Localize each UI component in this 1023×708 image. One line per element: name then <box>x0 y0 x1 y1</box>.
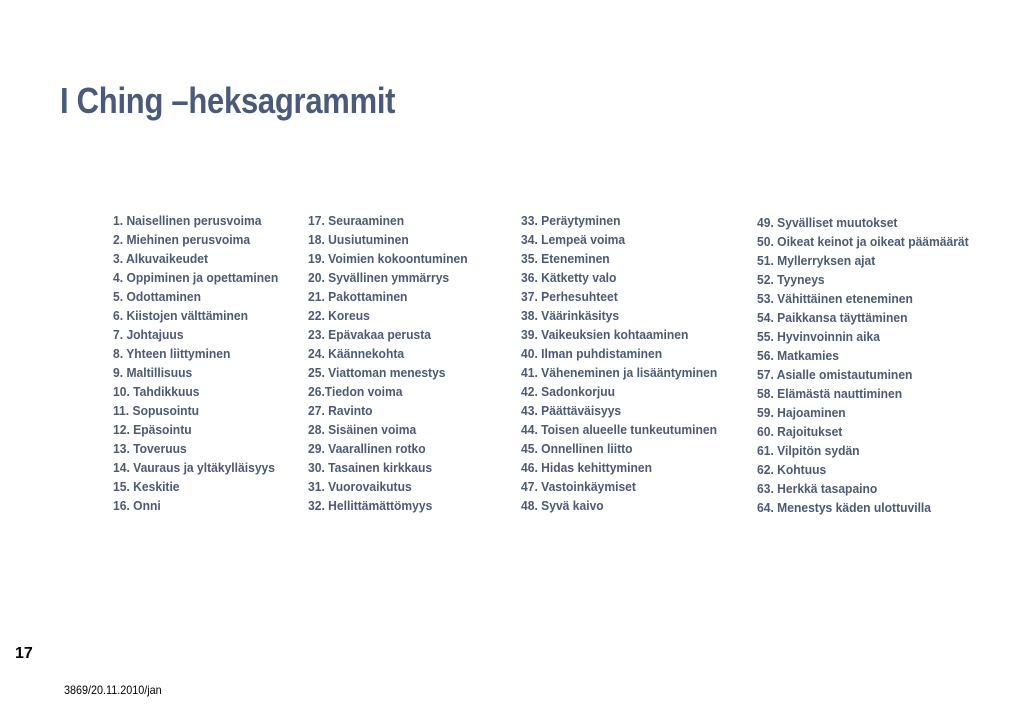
hexagram-item: 15. Keskitie <box>113 479 180 494</box>
hexagram-item: 58. Elämästä nauttiminen <box>757 386 903 401</box>
hexagram-item: 23. Epävakaa perusta <box>308 327 431 342</box>
hexagram-item: 46. Hidas kehittyminen <box>521 460 653 475</box>
hexagram-item: 29. Vaarallinen rotko <box>308 441 426 456</box>
hexagram-item: 64. Menestys käden ulottuvilla <box>757 500 932 515</box>
hexagram-item: 1. Naisellinen perusvoima <box>113 213 262 228</box>
hexagram-item: 10. Tahdikkuus <box>113 384 200 399</box>
hexagram-item: 60. Rajoitukset <box>757 424 843 439</box>
hexagram-item: 55. Hyvinvoinnin aika <box>757 329 880 344</box>
hexagram-item: 7. Johtajuus <box>113 327 184 342</box>
hexagram-item: 47. Vastoinkäymiset <box>521 479 636 494</box>
hexagram-item: 31. Vuorovaikutus <box>308 479 412 494</box>
hexagram-item: 45. Onnellinen liitto <box>521 441 633 456</box>
hexagram-column-4 <box>757 213 985 517</box>
hexagram-item: 25. Viattoman menestys <box>308 365 446 380</box>
hexagram-item: 21. Pakottaminen <box>308 289 408 304</box>
hexagram-item: 32. Hellittämättömyys <box>308 498 433 513</box>
hexagram-item: 8. Yhteen liittyminen <box>113 346 231 361</box>
hexagram-item: 42. Sadonkorjuu <box>521 384 616 399</box>
hexagram-item: 51. Myllerryksen ajat <box>757 253 876 268</box>
hexagram-item: 3. Alkuvaikeudet <box>113 251 208 266</box>
hexagram-item: 41. Väheneminen ja lisääntyminen <box>521 365 718 380</box>
hexagram-item: 49. Syvälliset muutokset <box>757 215 898 230</box>
hexagram-item: 22. Koreus <box>308 308 370 323</box>
hexagram-item: 35. Eteneminen <box>521 251 610 266</box>
hexagram-item: 36. Kätketty valo <box>521 270 617 285</box>
hexagram-item: 52. Tyyneys <box>757 272 825 287</box>
hexagram-item: 39. Vaikeuksien kohtaaminen <box>521 327 689 342</box>
hexagram-item: 4. Oppiminen ja opettaminen <box>113 270 279 285</box>
hexagram-item: 63. Herkkä tasapaino <box>757 481 878 496</box>
hexagram-item: 59. Hajoaminen <box>757 405 846 420</box>
hexagram-item: 34. Lempeä voima <box>521 232 626 247</box>
hexagram-item: 56. Matkamies <box>757 348 839 363</box>
hexagram-item: 40. Ilman puhdistaminen <box>521 346 663 361</box>
hexagram-item: 48. Syvä kaivo <box>521 498 604 513</box>
hexagram-item: 14. Vauraus ja yltäkylläisyys <box>113 460 275 475</box>
hexagram-item: 61. Vilpitön sydän <box>757 443 860 458</box>
footer-reference: 3869/20.11.2010/jan <box>64 683 162 697</box>
hexagram-column-2 <box>308 211 480 515</box>
hexagram-item: 33. Peräytyminen <box>521 213 621 228</box>
hexagram-item: 57. Asialle omistautuminen <box>757 367 913 382</box>
hexagram-item: 20. Syvällinen ymmärrys <box>308 270 450 285</box>
hexagram-item: 12. Epäsointu <box>113 422 192 437</box>
hexagram-item: 18. Uusiutuminen <box>308 232 409 247</box>
hexagram-item: 13. Toveruus <box>113 441 187 456</box>
hexagram-item: 26.Tiedon voima <box>308 384 403 399</box>
hexagram-item: 9. Maltillisuus <box>113 365 193 380</box>
hexagram-item: 37. Perhesuhteet <box>521 289 618 304</box>
hexagram-item: 43. Päättäväisyys <box>521 403 622 418</box>
hexagram-item: 28. Sisäinen voima <box>308 422 417 437</box>
hexagram-item: 6. Kiistojen välttäminen <box>113 308 249 323</box>
hexagram-item: 54. Paikkansa täyttäminen <box>757 310 908 325</box>
hexagram-item: 17. Seuraaminen <box>308 213 405 228</box>
hexagram-item: 27. Ravinto <box>308 403 373 418</box>
hexagram-item: 50. Oikeat keinot ja oikeat päämäärät <box>757 234 969 249</box>
hexagram-item: 38. Väärinkäsitys <box>521 308 620 323</box>
hexagram-item: 16. Onni <box>113 498 161 513</box>
hexagram-item: 24. Käännekohta <box>308 346 405 361</box>
hexagram-item: 62. Kohtuus <box>757 462 827 477</box>
hexagram-column-3 <box>521 211 732 515</box>
hexagram-item: 11. Sopusointu <box>113 403 199 418</box>
slide-title: I Ching –heksagrammit <box>60 80 396 121</box>
hexagram-item: 5. Odottaminen <box>113 289 202 304</box>
hexagram-item: 2. Miehinen perusvoima <box>113 232 251 247</box>
hexagram-item: 53. Vähittäinen eteneminen <box>757 291 913 306</box>
hexagram-item: 30. Tasainen kirkkaus <box>308 460 433 475</box>
page-number: 17 <box>15 645 33 662</box>
hexagram-item: 44. Toisen alueelle tunkeutuminen <box>521 422 717 437</box>
hexagram-item: 19. Voimien kokoontuminen <box>308 251 468 266</box>
hexagram-column-1 <box>113 211 291 515</box>
